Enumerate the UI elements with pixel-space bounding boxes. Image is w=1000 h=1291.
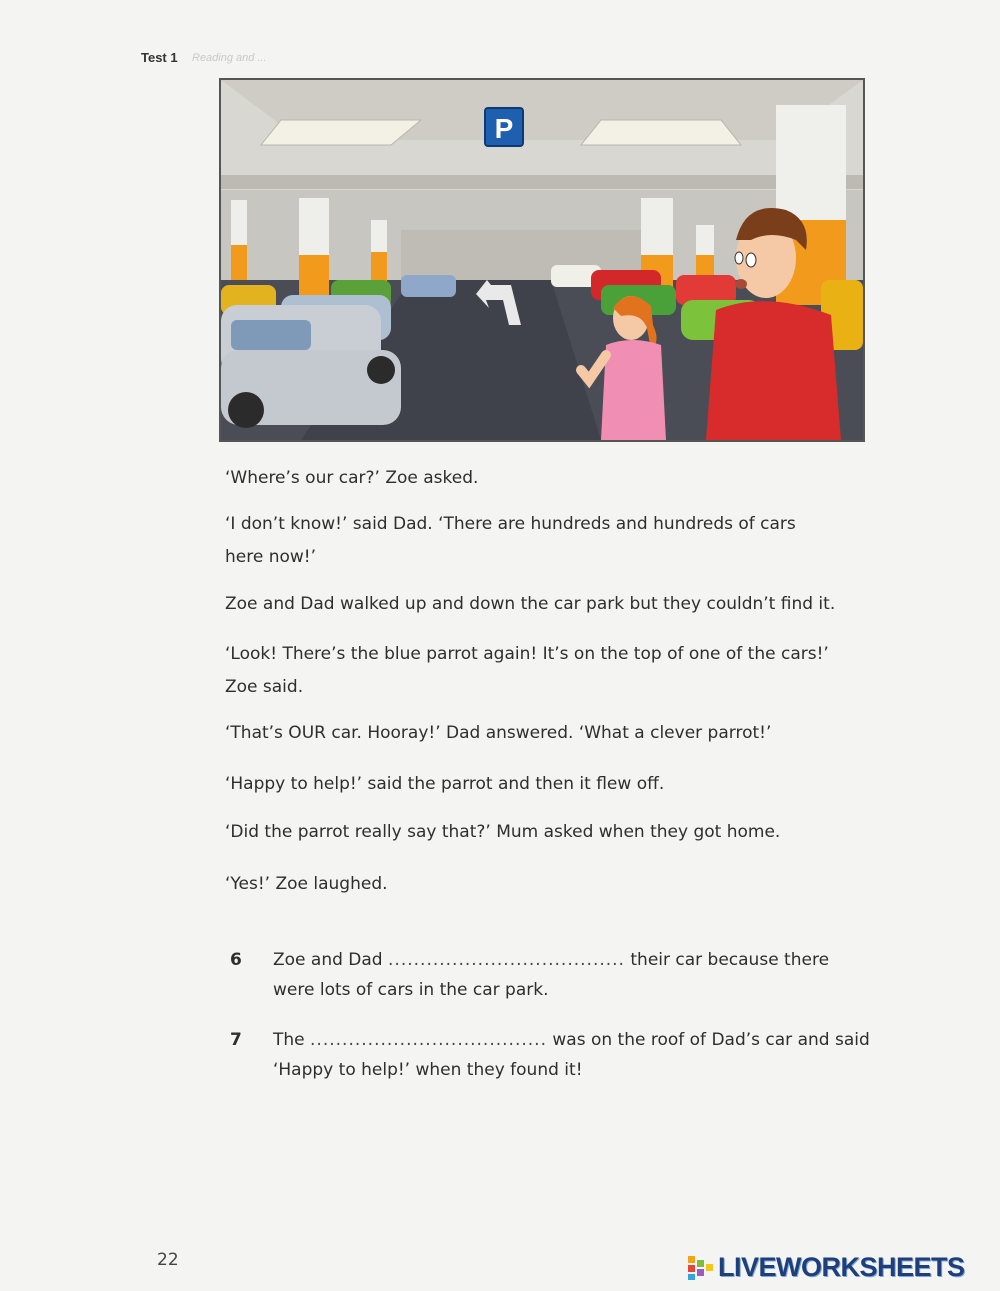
story-paragraph: ‘That’s OUR car. Hooray!’ Dad answered. ‘What a clever parrot!’ (225, 723, 772, 743)
brand-name: LIVEWORKSHEETS (718, 1252, 965, 1282)
story-paragraph: ‘Happy to help!’ said the parrot and then it flew off. (225, 774, 665, 794)
story-paragraph: Zoe and Dad walked up and down the car park but they couldn’t find it. (225, 594, 836, 614)
question-number: 7 (230, 1030, 242, 1050)
liveworksheets-icon (688, 1256, 714, 1280)
answer-blank[interactable]: ..................................... (310, 1030, 547, 1050)
parking-sign-letter: P (494, 113, 514, 144)
liveworksheets-logo (688, 1252, 965, 1283)
story-paragraph: ‘Yes!’ Zoe laughed. (225, 874, 388, 894)
question-text-after: was on the roof of Dad’s car and said ‘Happy to help!’ when they found it! (273, 1030, 870, 1080)
question-text-before: Zoe and Dad (273, 950, 383, 970)
test-label: Test 1 (141, 50, 178, 65)
question-6 (230, 945, 870, 1005)
car-park-scene (221, 80, 863, 440)
question-text-after: their car because there were lots of cars in the car park. (273, 950, 830, 1000)
page-number: 22 (157, 1250, 179, 1270)
story-paragraph: ‘Where’s our car?’ Zoe asked. (225, 468, 479, 488)
answer-blank[interactable]: ..................................... (388, 950, 625, 970)
story-paragraph: ‘Did the parrot really say that?’ Mum asked when they got home. (225, 822, 781, 842)
question-number: 6 (230, 950, 242, 970)
question-7 (230, 1025, 870, 1085)
faded-header-text: Reading and ... (192, 52, 267, 64)
car-park-illustration (219, 78, 865, 442)
parking-sign (485, 108, 523, 146)
question-text-before: The (273, 1030, 305, 1050)
story-paragraph: ‘I don’t know!’ said Dad. ‘There are hundreds and hundreds of cars here now!’ (225, 514, 796, 567)
story-paragraph: ‘Look! There’s the blue parrot again! It’s on the top of one of the cars!’ Zoe said. (225, 644, 829, 697)
